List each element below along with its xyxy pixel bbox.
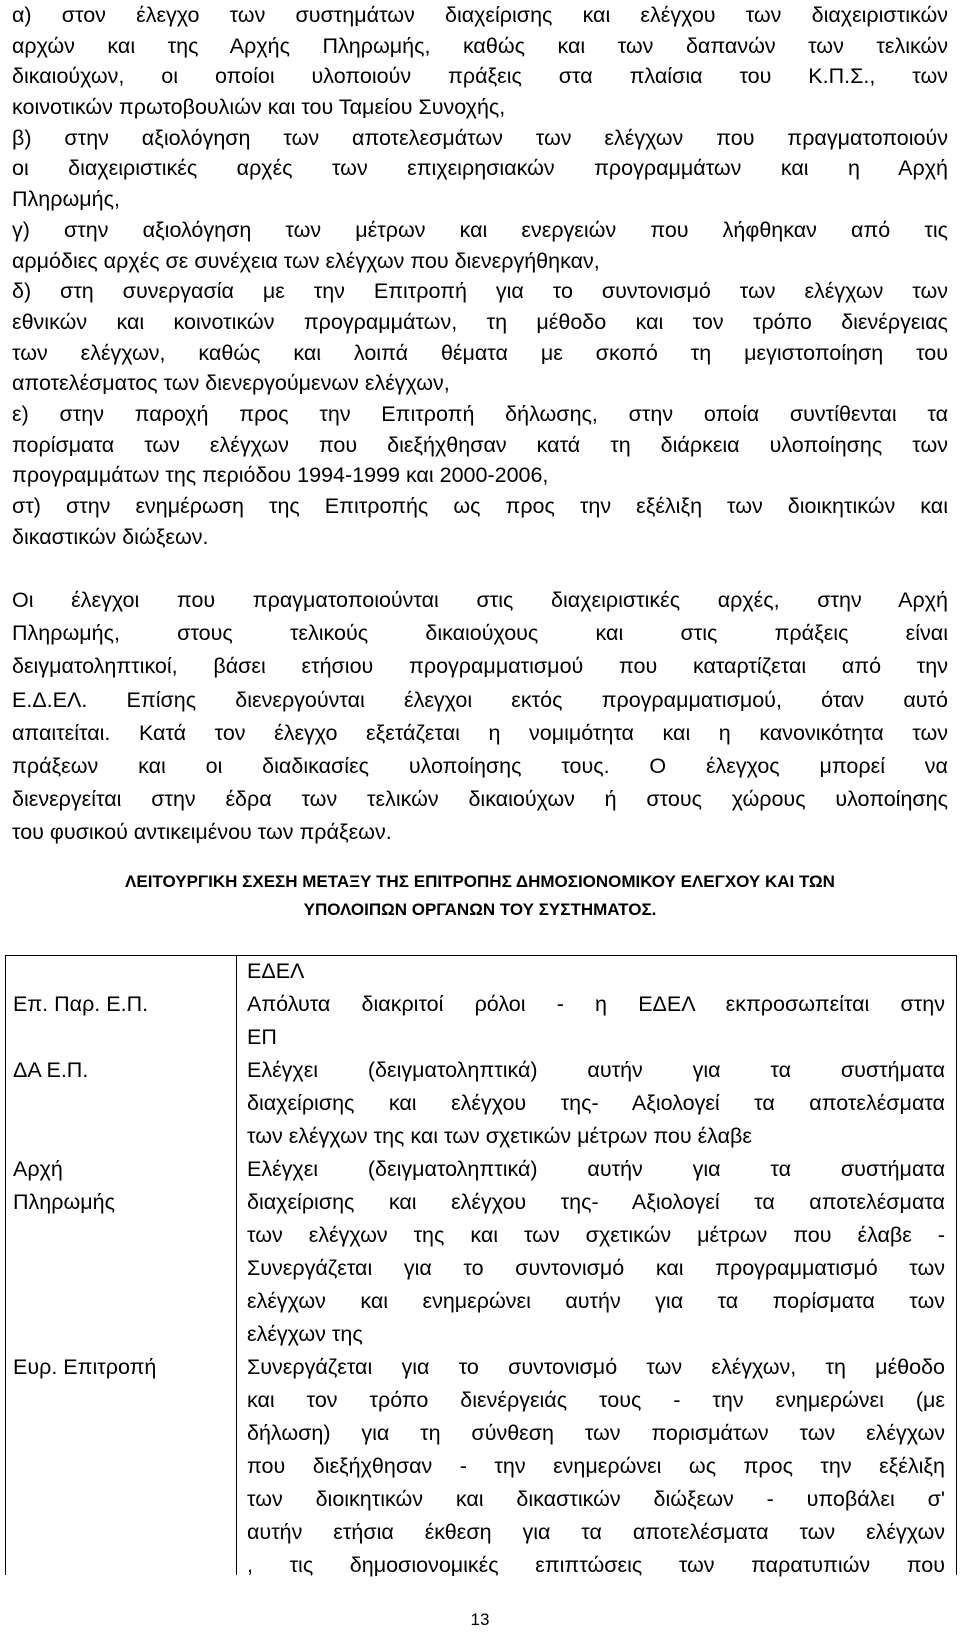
list-line: β) στην αξιολόγηση των αποτελεσμάτων των ελέγχων που πραγματοποιούν bbox=[12, 125, 948, 150]
paragraph-line: απαιτείται. Κατά τον έλεγχο εξετάζεται η νομιμότητα και η κανονικότητα των bbox=[12, 720, 948, 745]
table-top-border bbox=[5, 955, 957, 956]
list-line: αποτελέσματος των διενεργούμενων ελέγχων, bbox=[12, 371, 450, 396]
list-line: α) στον έλεγχο των συστημάτων διαχείρισης και ελέγχου των διαχειριστικών bbox=[12, 3, 948, 27]
list-line: στ) στην ενημέρωση της Επιτροπής ως προς την εξέλιξη των διοικητικών και bbox=[12, 494, 948, 518]
page-number: 13 bbox=[470, 1610, 490, 1629]
description-line: των ελέγχων της και των σχετικών μέτρων που έλαβε bbox=[247, 1124, 752, 1148]
list-line: Πληρωμής, bbox=[12, 187, 120, 212]
table-column-divider bbox=[236, 955, 237, 1575]
list-line: των ελέγχων, καθώς και λοιπά θέματα με σκοπό τη μεγιστοποίηση του bbox=[12, 340, 948, 365]
controls-paragraph bbox=[12, 584, 948, 850]
paragraph-line: πράξεων και οι διαδικασίες υλοποίησης τους. Ο έλεγχος μπορεί να bbox=[12, 753, 948, 778]
list-line: αρχών και της Αρχής Πληρωμής, καθώς και των δαπανών των τελικών bbox=[12, 33, 948, 58]
paragraph-line: διενεργείται στην έδρα των τελικών δικαιούχων ή στους χώρους υλοποίησης bbox=[12, 787, 948, 812]
description-line: ΕΠ bbox=[247, 1025, 277, 1049]
row-label: Ευρ. Επιτροπή bbox=[13, 1355, 157, 1379]
section-heading-line2: ΥΠΟΛΟΙΠΩΝ ΟΡΓΑΝΩΝ ΤΟΥ ΣΥΣΤΗΜΑΤΟΣ. bbox=[303, 900, 657, 919]
paragraph-line: του φυσικού αντικειμένου των πράξεων. bbox=[12, 820, 392, 845]
description-line: δήλωση) για τη σύνθεση των πορισμάτων των ελέγχων bbox=[247, 1421, 945, 1445]
list-line: δ) στη συνεργασία με την Επιτροπή για το συντονισμό των ελέγχων των bbox=[12, 279, 948, 304]
paragraph-line: Πληρωμής, στους τελικούς δικαιούχους και στις πράξεις είναι bbox=[12, 621, 948, 646]
list-line: εθνικών και κοινοτικών προγραμμάτων, τη μέθοδο και τον τρόπο διενέργειας bbox=[12, 309, 948, 334]
description-line: Ελέγχει (δειγματοληπτικά) αυτήν για τα συστήματα bbox=[247, 1058, 945, 1082]
description-line: Συνεργάζεται για το συντονισμό και προγραμματισμό των bbox=[247, 1256, 945, 1280]
table-left-border bbox=[5, 955, 6, 1575]
list-line: γ) στην αξιολόγηση των μέτρων και ενεργειών που λήφθηκαν από τις bbox=[12, 217, 948, 242]
description-line: ελέγχων της bbox=[247, 1322, 363, 1346]
paragraph-line: Ε.Δ.ΕΛ. Επίσης διενεργούνται έλεγχοι εκτός προγραμματισμού, όταν αυτό bbox=[12, 687, 948, 712]
table-right-border bbox=[956, 955, 957, 1575]
description-line: ελέγχων και ενημερώνει αυτήν για τα πορίσματα των bbox=[247, 1289, 945, 1313]
list-line: δικαστικών διώξεων. bbox=[12, 524, 209, 549]
paragraph-line: Οι έλεγχοι που πραγματοποιούνται στις διαχειριστικές αρχές, στην Αρχή bbox=[12, 588, 948, 612]
row-description bbox=[247, 1351, 945, 1582]
row-label-line: Πληρωμής bbox=[13, 1190, 115, 1214]
description-line: που διεξήχθησαν - την ενημερώνει ως προς την εξέλιξη bbox=[247, 1454, 945, 1478]
row-description bbox=[247, 1054, 945, 1153]
description-line: των διοικητικών και δικαστικών διώξεων - υποβάλει σ' bbox=[247, 1487, 945, 1511]
description-line: των ελέγχων της και των σχετικών μέτρων που έλαβε - bbox=[247, 1223, 945, 1247]
description-line: διαχείρισης και ελέγχου της- Αξιολογεί τα αποτελέσματα bbox=[247, 1091, 945, 1115]
paragraph-line: δειγματοληπτικοί, βάσει ετήσιου προγραμματισμού που καταρτίζεται από την bbox=[12, 654, 948, 679]
list-line: οι διαχειριστικές αρχές των επιχειρησιακών προγραμμάτων και η Αρχή bbox=[12, 156, 948, 181]
description-line: Ελέγχει (δειγματοληπτικά) αυτήν για τα συστήματα bbox=[247, 1157, 945, 1181]
description-line: διαχείρισης και ελέγχου της- Αξιολογεί τα αποτελέσματα bbox=[247, 1190, 945, 1214]
description-line: Απόλυτα διακριτοί ρόλοι - η ΕΔΕΛ εκπροσωπείται στην bbox=[247, 992, 945, 1016]
list-line: πορίσματα των ελέγχων που διεξήχθησαν κατά τη διάρκεια υλοποίησης των bbox=[12, 432, 948, 457]
list-line: αρμόδιες αρχές σε συνέχεια των ελέγχων που διενεργήθηκαν, bbox=[12, 248, 600, 273]
table-header: ΕΔΕΛ bbox=[247, 959, 305, 983]
relations-table bbox=[5, 955, 957, 1575]
description-line: αυτήν ετήσια έκθεση για τα αποτελέσματα των ελέγχων bbox=[247, 1520, 945, 1544]
row-description bbox=[247, 1153, 945, 1351]
list-line: ε) στην παροχή προς την Επιτροπή δήλωσης, στην οποία συντίθενται τα bbox=[12, 401, 948, 426]
row-label: ΔΑ Ε.Π. bbox=[13, 1058, 89, 1082]
list-line: δικαιούχων, οι οποίοι υλοποιούν πράξεις στα πλαίσια του Κ.Π.Σ., των bbox=[12, 64, 948, 89]
row-label-line: Αρχή bbox=[13, 1157, 63, 1181]
row-label bbox=[13, 1153, 233, 1219]
list-line: προγραμμάτων της περιόδου 1994-1999 και 2000-2006, bbox=[12, 463, 549, 488]
duties-list bbox=[12, 0, 948, 552]
description-line: , τις δημοσιονομικές επιπτώσεις των παρατυπιών που bbox=[247, 1553, 945, 1577]
section-heading-line1: ΛΕΙΤΟΥΡΓΙΚΗ ΣΧΕΣΗ ΜΕΤΑΞΥ ΤΗΣ ΕΠΙΤΡΟΠΗΣ ΔΗΜΟΣΙΟΝΟΜΙΚΟΥ ΕΛΕΓΧΟΥ ΚΑΙ ΤΩΝ bbox=[125, 872, 835, 891]
description-line: και τον τρόπο διενέργειάς τους - την ενημερώνει (με bbox=[247, 1388, 945, 1412]
description-line: Συνεργάζεται για το συντονισμό των ελέγχων, τη μέθοδο bbox=[247, 1355, 945, 1379]
row-description bbox=[247, 988, 945, 1054]
list-line: κοινοτικών πρωτοβουλιών και του Ταμείου Συνοχής, bbox=[12, 95, 506, 120]
row-label: Επ. Παρ. Ε.Π. bbox=[13, 992, 149, 1016]
